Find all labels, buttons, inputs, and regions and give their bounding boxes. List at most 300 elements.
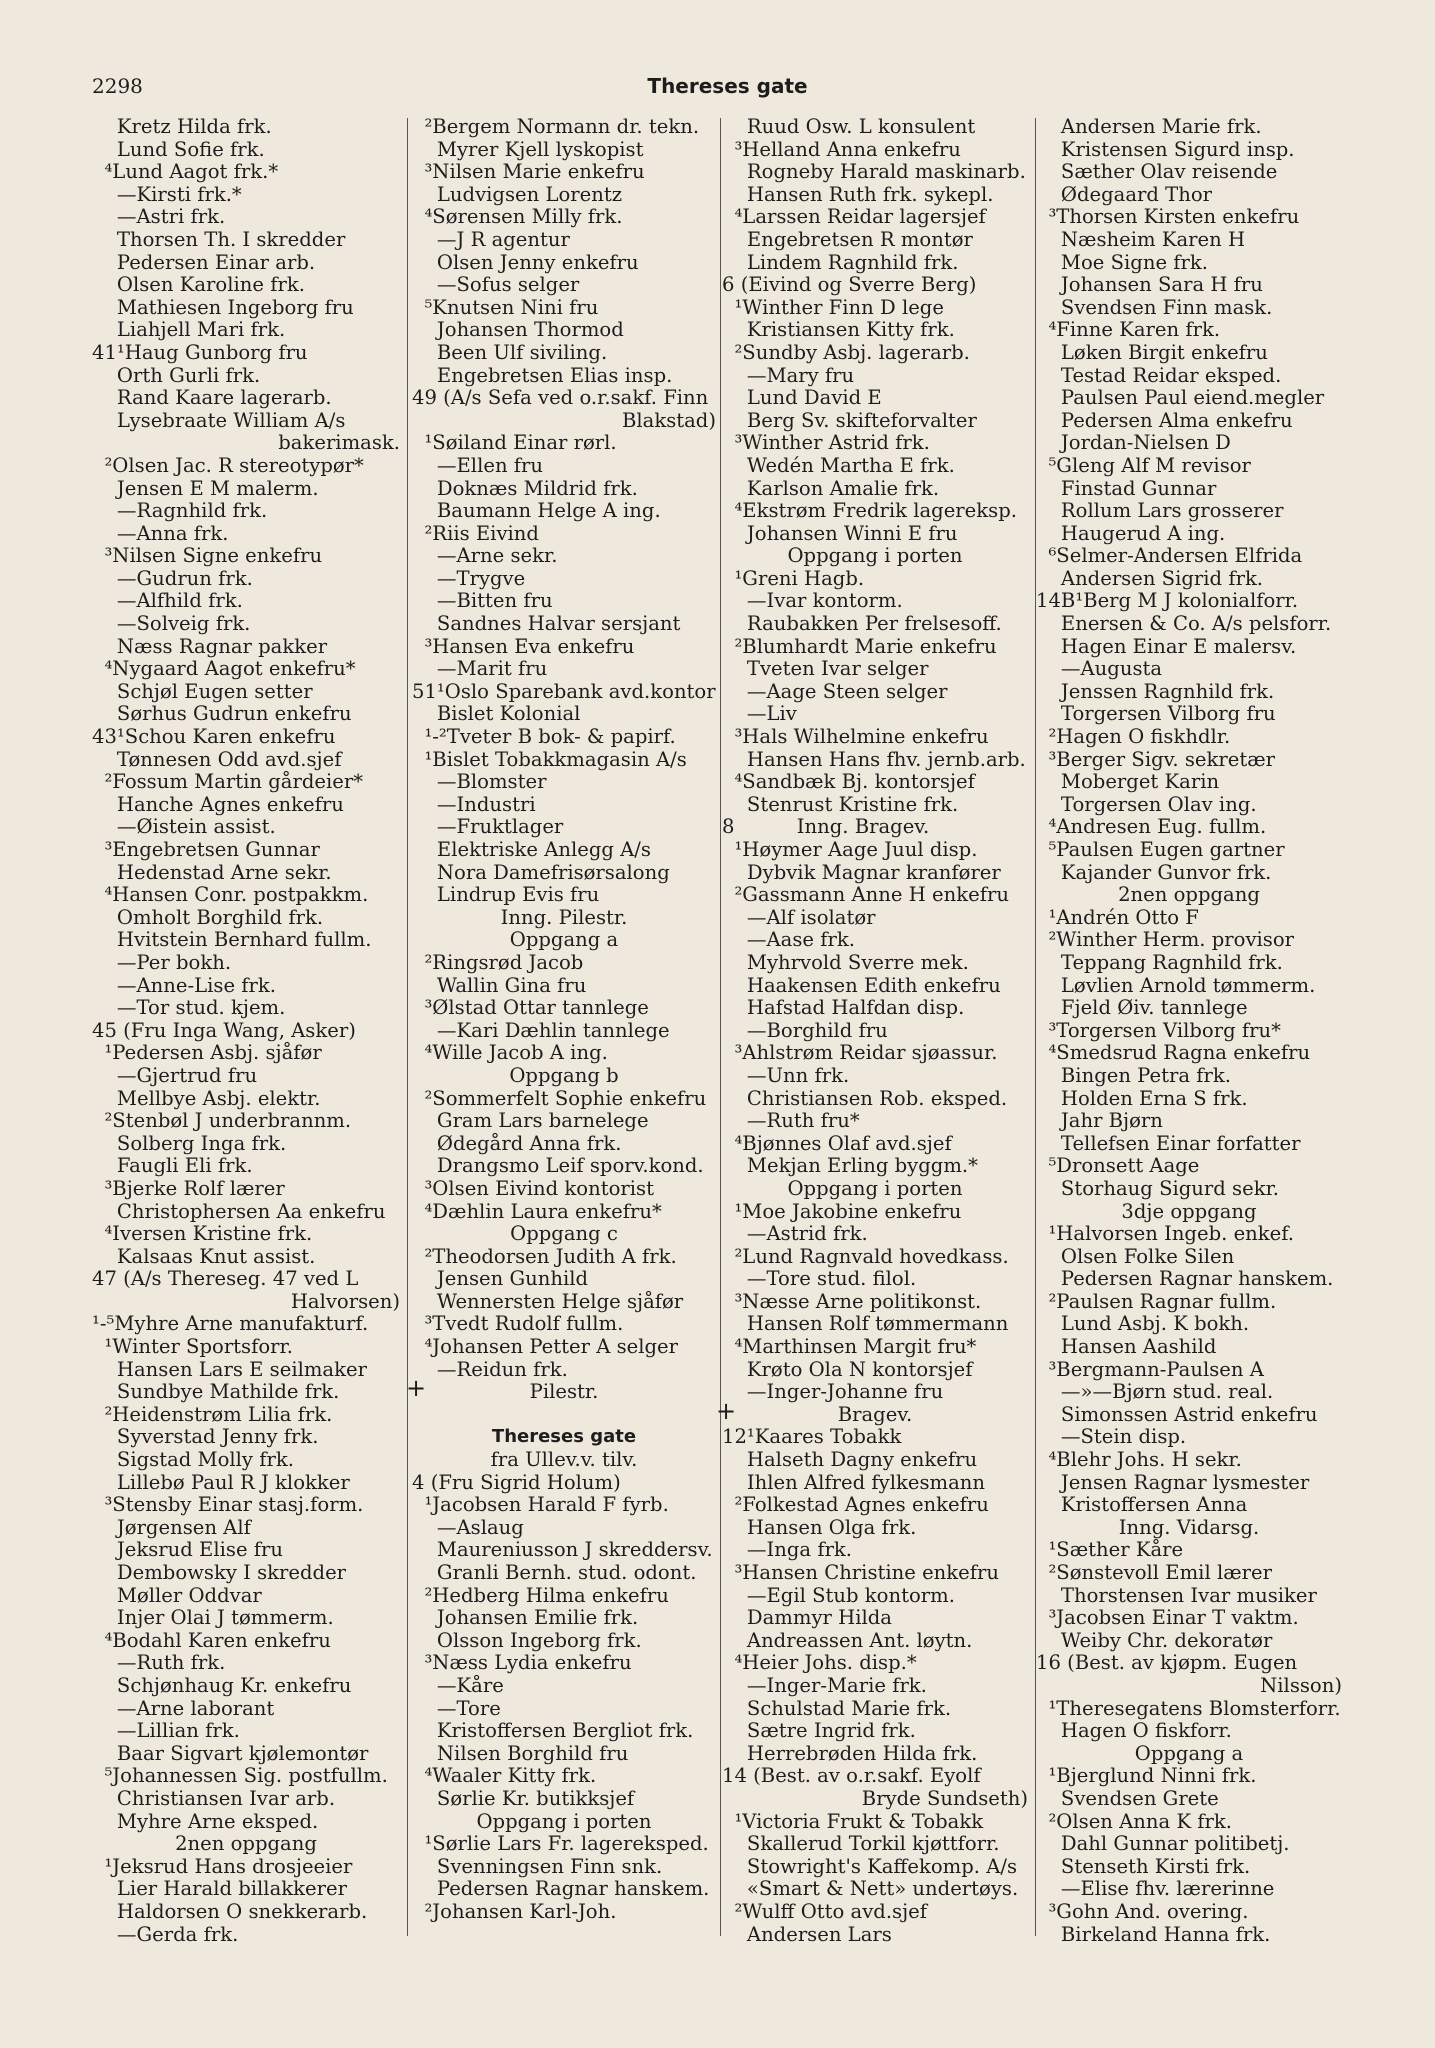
directory-entry: Hansen Ruth frk. sykepl. xyxy=(722,182,994,206)
directory-entry: Sigstad Molly frk. xyxy=(92,1448,294,1472)
directory-entry: —Marit fru xyxy=(412,657,548,681)
directory-entry: Pilestr. + xyxy=(406,1374,599,1404)
directory-entry: Dybvik Magnar kranfører xyxy=(722,860,1001,884)
directory-entry: ²Blumhardt Marie enkefru xyxy=(722,634,997,658)
directory-entry: Ruud Osw. L konsulent xyxy=(722,115,976,138)
directory-entry: —Ellen fru xyxy=(412,453,544,477)
directory-entry: ¹Moe Jakobine enkefru xyxy=(722,1199,962,1223)
column-divider xyxy=(720,118,721,1936)
directory-entry: ⁴Larssen Reidar lagersjef xyxy=(722,205,986,229)
directory-entry: Engebretsen R montør xyxy=(722,227,973,251)
directory-entry: Skallerud Torkil kjøttforr. xyxy=(722,1832,1000,1856)
page-title: Thereses gate xyxy=(647,74,808,98)
directory-entry: ³Olsen Eivind kontorist xyxy=(412,1176,654,1200)
directory-entry: —Ragnhild frk. xyxy=(92,499,268,523)
directory-entry: Olsen Jenny enkefru xyxy=(412,250,639,274)
directory-entry: —Inga frk. xyxy=(722,1538,853,1562)
directory-entry: —Anna frk. xyxy=(92,521,229,545)
directory-entry: Jeksrud Elise fru xyxy=(92,1538,284,1562)
directory-entry: ²Fossum Martin gårdeier* xyxy=(92,770,364,794)
directory-entry: ³Hansen Eva enkefru xyxy=(412,634,635,658)
directory-entry: ¹Jacobsen Harald F fyrb. xyxy=(412,1493,669,1517)
directory-entry: Johansen Emilie frk. xyxy=(412,1606,639,1630)
directory-entry: Christiansen Ivar arb. xyxy=(92,1786,336,1810)
directory-entry: Johansen Thormod xyxy=(412,318,624,342)
directory-entry: ⁴Waaler Kitty frk. xyxy=(412,1764,597,1788)
directory-entry: Ihlen Alfred fylkesmann xyxy=(722,1470,985,1494)
directory-entry: Christophersen Aa enkefru xyxy=(92,1199,386,1223)
directory-entry: Olsen Karoline frk. xyxy=(92,273,305,297)
directory-entry: —Aase frk. xyxy=(722,928,855,952)
directory-entry: —Aslaug xyxy=(412,1515,524,1539)
directory-entry: Sundbye Mathilde frk. xyxy=(92,1380,340,1404)
directory-entry: Johansen Sara H fru xyxy=(1036,273,1263,297)
directory-entry: Schjønhaug Kr. enkefru xyxy=(92,1673,352,1697)
directory-entry: ⁴Ekstrøm Fredrik lagereksp. xyxy=(722,499,1017,523)
directory-entry: ²Folkestad Agnes enkefru xyxy=(722,1493,989,1517)
column-1 xyxy=(92,116,400,1946)
directory-entry: Lier Harald billakkerer xyxy=(92,1877,347,1901)
directory-entry: ²Johansen Karl-Joh. xyxy=(412,1899,617,1923)
column-2 xyxy=(406,115,716,1924)
directory-entry: Schulstad Marie frk. xyxy=(722,1696,952,1720)
directory-entry: Solberg Inga frk. xyxy=(92,1131,287,1155)
directory-entry: ³Nilsen Marie enkefru xyxy=(412,160,645,184)
directory-entry: ¹Sæther Kåre xyxy=(1036,1538,1184,1562)
directory-entry: —Arne sekr. xyxy=(412,544,558,568)
directory-entry: Maureniusson J skreddersv. xyxy=(412,1538,713,1562)
directory-entry: ³Ahlstrøm Reidar sjøassur. xyxy=(722,1041,998,1065)
directory-entry: —Inger-Marie frk. xyxy=(722,1673,927,1697)
directory-entry: ²Sommerfelt Sophie enkefru xyxy=(412,1086,707,1110)
directory-entry: «Smart & Nett» undertøys. xyxy=(722,1877,1019,1901)
directory-entry: Simonssen Astrid enkefru xyxy=(1036,1402,1318,1426)
directory-entry: 12¹Kaares Tobakk xyxy=(722,1425,902,1449)
directory-entry: Rogneby Harald maskinarb. xyxy=(722,160,1026,184)
directory-entry: ³Hals Wilhelmine enkefru xyxy=(722,725,989,749)
directory-entry: Næsheim Karen H xyxy=(1036,227,1246,251)
directory-entry: Tveten Ivar selger xyxy=(722,657,929,681)
directory-entry: Sandnes Halvar sersjant xyxy=(412,612,681,636)
directory-entry: —Gerda frk. xyxy=(92,1922,239,1946)
directory-entry: —Industri xyxy=(412,792,536,816)
directory-entry: Blakstad) xyxy=(621,408,716,432)
directory-entry: 47 (A/s Thereseg. 47 ved L xyxy=(92,1267,359,1291)
directory-entry: Pedersen Ragnar hanskem. xyxy=(1036,1267,1334,1291)
directory-entry: —Astrid frk. xyxy=(722,1222,868,1246)
directory-entry: Hansen Hans fhv. jernb.arb. xyxy=(722,747,1026,771)
directory-entry: Haldorsen O snekkerarb. xyxy=(92,1899,368,1923)
directory-entry: Pedersen Alma enkefru xyxy=(1036,408,1293,432)
directory-entry: Johansen Winni E fru xyxy=(722,521,958,545)
directory-entry: ³Thorsen Kirsten enkefru xyxy=(1036,205,1300,229)
directory-entry: ⁴Marthinsen Margit fru* xyxy=(722,1335,977,1359)
directory-entry: 3dje oppgang xyxy=(1121,1199,1257,1223)
directory-entry: Jørgensen Alf xyxy=(92,1515,251,1539)
directory-entry: Wennersten Helge sjåfør xyxy=(412,1289,684,1313)
directory-entry: ²Bergem Normann dr. tekn. xyxy=(412,115,700,138)
directory-entry: Stowright's Kaffekomp. A/s xyxy=(722,1854,1018,1878)
directory-entry: Raubakken Per frelsesoff. xyxy=(722,612,1002,636)
directory-entry: ²Gassmann Anne H enkefru xyxy=(722,883,1009,907)
directory-entry: 14 (Best. av o.r.sakf. Eyolf xyxy=(722,1764,981,1788)
directory-entry: ²Paulsen Ragnar fullm. xyxy=(1036,1289,1277,1313)
directory-entry: Sørhus Gudrun enkefru xyxy=(92,702,352,726)
directory-entry: Andreassen Ant. løytn. xyxy=(722,1628,973,1652)
directory-entry: —Bitten fru xyxy=(412,589,553,613)
directory-entry: Jensen E M malerm. xyxy=(92,476,319,500)
column-4 xyxy=(1036,116,1342,1946)
directory-entry xyxy=(412,1404,716,1427)
directory-entry: ³Næsse Arne politikonst. xyxy=(722,1289,982,1313)
directory-entry: Lindem Ragnhild frk. xyxy=(722,250,959,274)
directory-entry: —Lillian frk. xyxy=(92,1719,240,1743)
directory-entry: ⁴Lund Aagot frk.* xyxy=(92,160,279,184)
directory-entry: Nilsson) xyxy=(1260,1673,1342,1697)
directory-entry: ⁴Iversen Kristine frk. xyxy=(92,1222,313,1246)
directory-entry: 49 (A/s Sefa ved o.r.sakf. Finn xyxy=(412,386,709,410)
directory-entry: Moe Signe frk. xyxy=(1036,250,1208,274)
directory-entry: —Kåre xyxy=(412,1673,504,1697)
directory-entry: —»—Bjørn stud. real. xyxy=(1036,1380,1274,1404)
directory-entry: 14B¹Berg M J kolonialforr. xyxy=(1036,589,1299,613)
directory-entry: Storhaug Sigurd sekr. xyxy=(1036,1176,1280,1200)
directory-entry: ³Engebretsen Gunnar xyxy=(92,838,320,861)
directory-entry: Syverstad Jenny frk. xyxy=(92,1425,319,1449)
directory-entry: Kristiansen Kitty frk. xyxy=(722,318,955,342)
directory-entry: Elektriske Anlegg A/s xyxy=(412,838,651,861)
directory-entry: —Alfhild frk. xyxy=(92,589,243,613)
directory-entry: 51¹Oslo Sparebank avd.kontor xyxy=(412,679,716,703)
directory-entry: ²Sønstevoll Emil lærer xyxy=(1036,1561,1272,1584)
directory-entry: ¹Andrén Otto F xyxy=(1036,905,1199,929)
directory-entry: 45 (Fru Inga Wang, Asker) xyxy=(92,1018,356,1042)
directory-entry: —Gjertrud fru xyxy=(92,1063,258,1087)
directory-entry: Næss Ragnar pakker xyxy=(92,634,328,658)
directory-entry: —Stein disp. xyxy=(1036,1425,1187,1449)
cross-marker-icon: + xyxy=(716,1396,737,1425)
directory-entry: —Aage Steen selger xyxy=(722,679,948,703)
directory-entry: Doknæs Mildrid frk. xyxy=(412,476,638,500)
directory-entry: Dammyr Hilda xyxy=(722,1606,892,1630)
directory-entry: —Astri frk. xyxy=(92,205,226,229)
directory-entry: Sæther Olav reisende xyxy=(1036,160,1278,184)
directory-entry: Svenningsen Finn snk. xyxy=(412,1854,663,1878)
directory-entry: Weiby Chr. dekoratør xyxy=(1036,1628,1273,1652)
directory-entry: Wedén Martha E frk. xyxy=(722,453,955,477)
directory-entry: ⁵Paulsen Eugen gartner xyxy=(1036,838,1285,861)
directory-entry: Ødegaard Thor xyxy=(1036,182,1213,206)
directory-entry: Sørlie Kr. butikksjef xyxy=(412,1786,635,1810)
directory-entry: —Egil Stub kontorm. xyxy=(722,1583,955,1607)
directory-entry: Kalsaas Knut assist. xyxy=(92,1244,316,1268)
directory-entry: Olsson Ingeborg frk. xyxy=(412,1628,642,1652)
directory-entry: ⁴Nygaard Aagot enkefru* xyxy=(92,657,356,681)
directory-entry: ²Winther Herm. provisor xyxy=(1036,928,1295,952)
directory-entry: bakerimask. xyxy=(278,431,400,455)
directory-entry: Oppgang a xyxy=(1134,1741,1244,1765)
directory-entry: Tønnesen Odd avd.sjef xyxy=(92,747,342,771)
directory-entry: Hedenstad Arne sekr. xyxy=(92,860,332,884)
directory-entry: Wallin Gina fru xyxy=(412,973,587,997)
directory-entry: Lysebraate William A/s xyxy=(92,408,346,432)
directory-entry: ⁵Dronsett Aage xyxy=(1036,1154,1200,1178)
directory-entry: —Per bokh. xyxy=(92,950,232,974)
directory-entry: Thorstensen Ivar musiker xyxy=(1036,1583,1317,1607)
directory-entry: —Mary fru xyxy=(722,363,855,387)
column-divider xyxy=(407,118,408,1936)
directory-entry: Andersen Marie frk. xyxy=(1036,115,1262,138)
directory-entry: Holden Erna S frk. xyxy=(1036,1086,1248,1110)
directory-entry: ³Berger Sigv. sekretær xyxy=(1036,747,1275,771)
directory-entry: ³Hansen Christine enkefru xyxy=(722,1561,1000,1584)
directory-entry: Hagen O fiskforr. xyxy=(1036,1719,1232,1743)
directory-entry: Enersen & Co. A/s pelsforr. xyxy=(1036,612,1332,636)
directory-entry: ²Lund Ragnvald hovedkass. xyxy=(722,1244,1009,1268)
directory-entry: ⁴Smedsrud Ragna enkefru xyxy=(1036,1041,1311,1065)
directory-entry: Drangsmo Leif sporv.kond. xyxy=(412,1154,704,1178)
directory-entry: 6 (Eivind og Sverre Berg) xyxy=(722,273,977,297)
directory-entry: ²Ringsrød Jacob xyxy=(412,950,584,974)
directory-entry: Haakensen Edith enkefru xyxy=(722,973,1001,997)
directory-entry: Andersen Sigrid frk. xyxy=(1036,566,1264,590)
directory-entry: Birkeland Hanna frk. xyxy=(1036,1922,1271,1946)
directory-entry: Lund David E xyxy=(722,386,882,410)
directory-entry: ²Olsen Jac. R stereotypør* xyxy=(92,453,364,477)
directory-entry: ¹Bislet Tobakkmagasin A/s xyxy=(412,747,687,771)
directory-entry: Kretz Hilda frk. xyxy=(92,115,272,138)
directory-entry: 41¹Haug Gunborg fru xyxy=(92,340,308,364)
directory-entry: 4 (Fru Sigrid Holum) xyxy=(412,1470,621,1494)
page-number: 2298 xyxy=(92,74,143,98)
directory-entry: —Tor stud. kjem. xyxy=(92,996,286,1020)
directory-entry: Orth Gurli frk. xyxy=(92,363,261,387)
directory-entry: —Alf isolatør xyxy=(722,905,876,929)
directory-entry: Sætre Ingrid frk. xyxy=(722,1719,916,1743)
directory-entry: Oppgang b xyxy=(509,1063,619,1087)
directory-entry: Karlson Amalie frk. xyxy=(722,476,940,500)
directory-entry: Thorsen Th. I skredder xyxy=(92,227,346,251)
directory-entry: —Ruth fru* xyxy=(722,1109,860,1133)
directory-entry: Torgersen Vilborg fru xyxy=(1036,702,1276,726)
directory-entry: Lillebø Paul R J klokker xyxy=(92,1470,350,1494)
directory-entry: —Kirsti frk.* xyxy=(92,182,242,206)
directory-entry: Oppgang i porten xyxy=(787,1176,963,1200)
directory-entry: Løvlien Arnold tømmerm. xyxy=(1036,973,1316,997)
directory-entry: —Tore xyxy=(412,1696,501,1720)
directory-entry: Bislet Kolonial xyxy=(412,702,581,726)
directory-entry: Krøto Ola N kontorsjef xyxy=(722,1357,973,1381)
directory-entry: 2nen oppgang xyxy=(1118,883,1260,907)
directory-entry: ⁴Sandbæk Bj. kontorsjef xyxy=(722,770,975,794)
directory-entry: ⁶Selmer-Andersen Elfrida xyxy=(1036,544,1303,568)
directory-entry: Christiansen Rob. eksped. xyxy=(722,1086,1008,1110)
directory-entry: Bryde Sundseth) xyxy=(861,1786,1028,1810)
directory-entry: Bingen Petra frk. xyxy=(1036,1063,1231,1087)
directory-entry: fra Ullev.v. tilv. xyxy=(490,1448,638,1472)
directory-entry: ³Ølstad Ottar tannlege xyxy=(412,996,649,1020)
directory-entry: —Ivar kontorm. xyxy=(722,589,903,613)
directory-entry: ⁵Johannessen Sig. postfullm. xyxy=(92,1764,388,1788)
directory-entry: Gram Lars barnelege xyxy=(412,1109,649,1133)
directory-entry: —Borghild fru xyxy=(722,1018,888,1042)
directory-entry: Herrebrøden Hilda frk. xyxy=(722,1741,978,1765)
directory-entry: ³Nilsen Signe enkefru xyxy=(92,544,323,568)
directory-entry: Baar Sigvart kjølemontør xyxy=(92,1741,369,1765)
directory-entry: Torgersen Olav ing. xyxy=(1036,792,1257,816)
directory-entry: ³Næss Lydia enkefru xyxy=(412,1651,632,1675)
directory-entry: —Tore stud. filol. xyxy=(722,1267,917,1291)
directory-entry: ³Bjerke Rolf lærer xyxy=(92,1176,285,1200)
directory-entry: 8 Inng. Bragev. xyxy=(722,815,930,839)
directory-entry: Hansen Rolf tømmermann xyxy=(722,1312,1009,1336)
directory-entry: Olsen Folke Silen xyxy=(1036,1244,1235,1268)
directory-entry: ³Jacobsen Einar T vaktm. xyxy=(1036,1606,1299,1630)
directory-entry: ¹Jeksrud Hans drosjeeier xyxy=(92,1854,353,1878)
directory-entry: Moberget Karin xyxy=(1036,770,1220,794)
directory-entry: ¹Søiland Einar rørl. xyxy=(412,431,617,455)
directory-entry: ²Olsen Anna K frk. xyxy=(1036,1809,1233,1833)
directory-entry: 16 (Best. av kjøpm. Eugen xyxy=(1036,1651,1298,1675)
directory-entry: Halvorsen) xyxy=(290,1289,400,1313)
directory-entry: Testad Reidar eksped. xyxy=(1036,363,1282,387)
directory-entry: Kristensen Sigurd insp. xyxy=(1036,137,1295,161)
directory-entry: ⁵Gleng Alf M revisor xyxy=(1036,453,1251,477)
directory-entry: Nora Damefrisørsalong xyxy=(412,860,670,884)
directory-entry: Løken Birgit enkefru xyxy=(1036,340,1268,364)
directory-entry: —Liv xyxy=(722,702,797,726)
directory-entry: ³Stensby Einar stasj.form. xyxy=(92,1493,364,1517)
directory-entry: Ødegård Anna frk. xyxy=(412,1131,622,1155)
directory-entry: Haugerud A ing. xyxy=(1036,521,1226,545)
directory-entry: 2nen oppgang xyxy=(175,1832,317,1856)
directory-entry: ⁴Bodahl Karen enkefru xyxy=(92,1628,331,1652)
directory-entry: Pedersen Ragnar hanskem. xyxy=(412,1877,710,1901)
directory-entry: ⁴Heier Johs. disp.* xyxy=(722,1651,917,1675)
directory-entry: Stenseth Kirsti frk. xyxy=(1036,1854,1251,1878)
directory-entry: —J R agentur xyxy=(412,227,570,251)
directory-entry: Myrer Kjell lyskopist xyxy=(412,137,644,161)
directory-entry: Lund Sofie frk. xyxy=(92,137,265,161)
directory-entry: Schjøl Eugen setter xyxy=(92,679,313,703)
directory-entry: ⁵Knutsen Nini fru xyxy=(412,295,599,319)
directory-entry: ²Riis Eivind xyxy=(412,521,539,545)
directory-entry: Jahr Bjørn xyxy=(1036,1109,1163,1133)
directory-entry: —Anne-Lise frk. xyxy=(92,973,276,997)
directory-entry: ⁴Andresen Eug. fullm. xyxy=(1036,815,1267,839)
directory-entry: ¹Sørlie Lars Fr. lagereksped. xyxy=(412,1832,709,1856)
directory-entry: Jensen Ragnar lysmester xyxy=(1036,1470,1310,1494)
directory-entry: ³Bergmann-Paulsen A xyxy=(1036,1357,1264,1381)
directory-entry: Liahjell Mari frk. xyxy=(92,318,286,342)
directory-entry: ¹Greni Hagb. xyxy=(722,566,865,590)
directory-entry: Hansen Olga frk. xyxy=(722,1515,917,1539)
directory-entry: Halseth Dagny enkefru xyxy=(722,1448,978,1472)
directory-entry: ⁴Dæhlin Laura enkefru* xyxy=(412,1199,662,1223)
directory-entry: Kajander Gunvor frk. xyxy=(1036,860,1272,884)
cross-marker-icon: + xyxy=(406,1374,427,1403)
directory-entry: ²Hedberg Hilma enkefru xyxy=(412,1583,669,1607)
directory-entry: ¹Høymer Aage Juul disp. xyxy=(722,838,978,861)
directory-entry: ³Tvedt Rudolf fullm. xyxy=(412,1312,624,1336)
directory-entry: —Augusta xyxy=(1036,657,1163,681)
directory-entry: ²Sundby Asbj. lagerarb. xyxy=(722,340,970,364)
directory-entry: Hanche Agnes enkefru xyxy=(92,792,344,816)
directory-entry: Teppang Ragnhild frk. xyxy=(1036,950,1283,974)
directory-entry: Nilsen Borghild fru xyxy=(412,1741,629,1765)
directory-entry: ³Gohn And. overing. xyxy=(1036,1899,1249,1923)
directory-entry: Granli Bernh. stud. odont. xyxy=(412,1561,697,1584)
directory-entry: Paulsen Paul eiend.megler xyxy=(1036,386,1325,410)
directory-entry: Oppgang a xyxy=(509,928,619,952)
section-heading: Thereses gate xyxy=(491,1426,637,1448)
directory-entry: 43¹Schou Karen enkefru xyxy=(92,725,336,749)
directory-entry: ¹Bjerglund Ninni frk. xyxy=(1036,1764,1257,1788)
directory-entry: Berg Sv. skifteforvalter xyxy=(722,408,977,432)
directory-entry: Hafstad Halfdan disp. xyxy=(722,996,965,1020)
directory-entry: Oppgang i porten xyxy=(476,1809,652,1833)
directory-entry: ⁴Wille Jacob A ing. xyxy=(412,1041,608,1065)
directory-entry: Møller Oddvar xyxy=(92,1583,262,1607)
directory-entry: Jordan-Nielsen D xyxy=(1036,431,1231,455)
directory-entry: Mekjan Erling byggm.* xyxy=(722,1154,978,1178)
directory-entry: —Ruth frk. xyxy=(92,1651,226,1675)
directory-entry: Kristoffersen Anna xyxy=(1036,1493,1248,1517)
directory-entry: Hansen Aashild xyxy=(1036,1335,1217,1359)
directory-entry: ¹Pedersen Asbj. sjåfør xyxy=(92,1041,322,1065)
directory-entry: ¹-²Tveter B bok- & papirf. xyxy=(412,725,676,749)
directory-entry: Dahl Gunnar politibetj. xyxy=(1036,1832,1290,1856)
directory-entry: Lindrup Evis fru xyxy=(412,883,600,907)
directory-entry: Pedersen Einar arb. xyxy=(92,250,316,274)
directory-entry: —Unn frk. xyxy=(722,1063,850,1087)
directory-entry: Oppgang i porten xyxy=(787,544,963,568)
directory-entry: Kristoffersen Bergliot frk. xyxy=(412,1719,694,1743)
directory-entry: Andersen Lars xyxy=(722,1922,892,1946)
directory-entry: Finstad Gunnar xyxy=(1036,476,1217,500)
directory-entry: Ludvigsen Lorentz xyxy=(412,182,623,206)
directory-entry: —Solveig frk. xyxy=(92,612,251,636)
directory-entry: ⁴Sørensen Milly frk. xyxy=(412,205,623,229)
directory-entry: ²Wulff Otto avd.sjef xyxy=(722,1899,928,1923)
directory-entry: Baumann Helge A ing. xyxy=(412,499,661,523)
directory-entry: Lund Asbj. K bokh. xyxy=(1036,1312,1250,1336)
directory-entry: —Fruktlager xyxy=(412,815,564,839)
directory-entry: Injer Olai J tømmerm. xyxy=(92,1606,334,1630)
directory-entry: ³Torgersen Vilborg fru* xyxy=(1036,1018,1281,1042)
directory-entry: —Inger-Johanne fru xyxy=(722,1380,944,1404)
directory-entry: Inng. Vidarsg. xyxy=(1118,1515,1260,1539)
directory-entry: Been Ulf siviling. xyxy=(412,340,608,364)
directory-entry: Mellbye Asbj. elektr. xyxy=(92,1086,321,1110)
directory-entry: Jensen Gunhild xyxy=(412,1267,589,1291)
directory-entry: ²Hagen O fiskhdlr. xyxy=(1036,725,1231,749)
directory-entry: ³Helland Anna enkefru xyxy=(722,137,961,161)
directory-entry: ¹Halvorsen Ingeb. enkef. xyxy=(1036,1222,1295,1246)
directory-entry: Hvitstein Bernhard fullm. xyxy=(92,928,372,952)
directory-entry: ²Theodorsen Judith A frk. xyxy=(412,1244,677,1268)
directory-entry: Oppgang c xyxy=(510,1222,618,1246)
directory-entry: Tellefsen Einar forfatter xyxy=(1036,1131,1301,1155)
directory-entry: ²Stenbøl J underbrannm. xyxy=(92,1109,352,1133)
directory-entry: —Øistein assist. xyxy=(92,815,276,839)
directory-entry: ³Winther Astrid frk. xyxy=(722,431,930,455)
directory-entry: —Arne laborant xyxy=(92,1696,275,1720)
directory-entry: —Elise fhv. lærerinne xyxy=(1036,1877,1275,1901)
directory-entry: Myhre Arne eksped. xyxy=(92,1809,319,1833)
directory-entry: ¹Winther Finn D lege xyxy=(722,295,944,319)
directory-entry: Hansen Lars E seilmaker xyxy=(92,1357,367,1381)
